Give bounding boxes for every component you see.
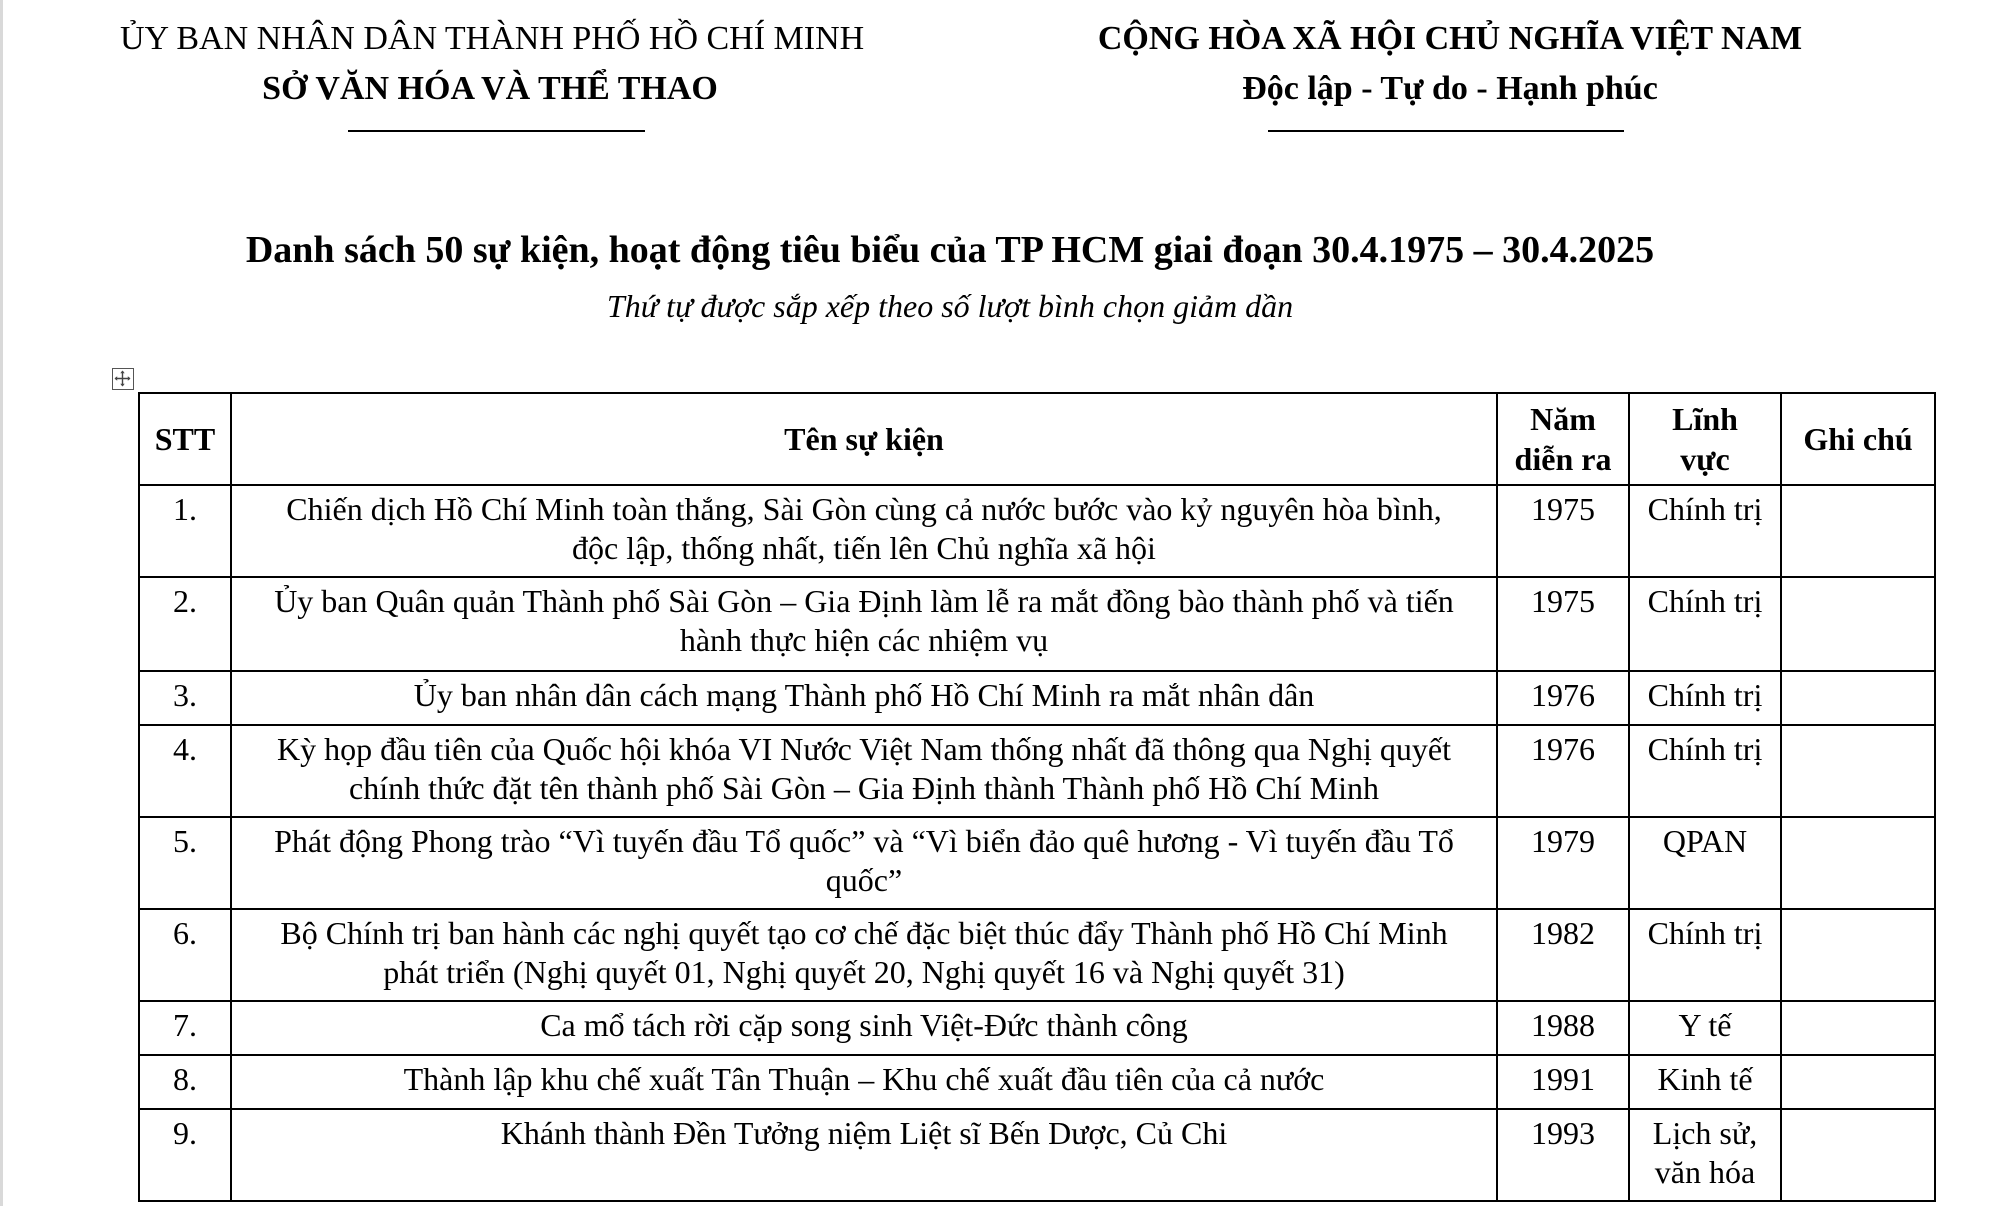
table-row <box>139 725 1935 817</box>
event-name-line2: độc lập, thống nhất, tiến lên Chủ nghĩa xã hội <box>572 530 1156 566</box>
event-name-line1: Thành lập khu chế xuất Tân Thuận – Khu chế xuất đầu tiên của cả nước <box>403 1061 1325 1097</box>
row-note <box>1781 485 1935 577</box>
row-stt <box>139 1109 231 1201</box>
year-value: 1976 <box>1531 677 1595 713</box>
year-value: 1979 <box>1531 823 1595 859</box>
year-value: 1976 <box>1531 731 1595 767</box>
motto-underline <box>1268 130 1624 132</box>
row-stt <box>139 1001 231 1055</box>
row-note <box>1781 725 1935 817</box>
row-field <box>1629 1109 1781 1201</box>
nation-motto: Độc lập - Tự do - Hạnh phúc <box>1242 70 1658 107</box>
row-note <box>1781 1055 1935 1109</box>
header-year-line2: diễn ra <box>1514 441 1612 477</box>
event-name-line1: Phát động Phong trào “Vì tuyến đầu Tổ quốc” và “Vì biển đảo quê hương - Vì tuyến đầu Tổ <box>274 823 1454 859</box>
table-row <box>139 485 1935 577</box>
event-name-line2: hành thực hiện các nhiệm vụ <box>679 622 1049 658</box>
stt-value: 4. <box>173 731 197 767</box>
table-row <box>139 577 1935 671</box>
agency-header <box>120 14 865 114</box>
field-line1: Chính trị <box>1647 731 1763 767</box>
event-name-line1: Chiến dịch Hồ Chí Minh toàn thắng, Sài Gòn cùng cả nước bước vào kỷ nguyên hòa bình, <box>286 491 1442 527</box>
row-year <box>1497 1109 1629 1201</box>
nation-header <box>1080 14 1820 114</box>
row-stt <box>139 909 231 1001</box>
header-year <box>1497 393 1629 485</box>
row-note <box>1781 817 1935 909</box>
table-row <box>139 909 1935 1001</box>
stt-value: 9. <box>173 1115 197 1151</box>
year-value: 1991 <box>1531 1061 1595 1097</box>
row-event-name <box>231 577 1497 671</box>
event-name-line2: phát triển (Nghị quyết 01, Nghị quyết 20, Nghị quyết 16 và Nghị quyết 31) <box>383 954 1345 990</box>
row-field <box>1629 817 1781 909</box>
stt-value: 5. <box>173 823 197 859</box>
page-edge <box>0 0 3 1206</box>
agency-underline <box>348 130 645 132</box>
table-row <box>139 1055 1935 1109</box>
field-line1: Chính trị <box>1647 915 1763 951</box>
row-year <box>1497 817 1629 909</box>
row-field <box>1629 671 1781 725</box>
stt-value: 6. <box>173 915 197 951</box>
stt-value: 2. <box>173 583 197 619</box>
table-row <box>139 1109 1935 1201</box>
row-year <box>1497 577 1629 671</box>
field-line2: văn hóa <box>1654 1154 1756 1190</box>
row-stt <box>139 485 231 577</box>
row-event-name <box>231 1001 1497 1055</box>
table-move-handle-icon[interactable] <box>112 368 134 390</box>
row-note <box>1781 577 1935 671</box>
row-field <box>1629 1055 1781 1109</box>
stt-value: 8. <box>173 1061 197 1097</box>
row-event-name <box>231 1055 1497 1109</box>
year-value: 1975 <box>1531 583 1595 619</box>
events-table <box>138 392 1936 1202</box>
header-field-line2: vực <box>1680 441 1730 477</box>
row-event-name <box>231 725 1497 817</box>
row-note <box>1781 1109 1935 1201</box>
row-field <box>1629 909 1781 1001</box>
nation-name: CỘNG HÒA XÃ HỘI CHỦ NGHĨA VIỆT NAM <box>1097 20 1803 57</box>
row-note <box>1781 909 1935 1001</box>
event-name-line2: chính thức đặt tên thành phố Sài Gòn – Gia Định thành Thành phố Hồ Chí Minh <box>349 770 1379 806</box>
field-line1: Kinh tế <box>1657 1061 1753 1097</box>
department-name: SỞ VĂN HÓA VÀ THỂ THAO <box>262 70 718 107</box>
table-row <box>139 1001 1935 1055</box>
row-event-name <box>231 485 1497 577</box>
row-stt <box>139 725 231 817</box>
event-name-line1: Bộ Chính trị ban hành các nghị quyết tạo cơ chế đặc biệt thúc đẩy Thành phố Hồ Chí Minh <box>280 915 1448 951</box>
row-year <box>1497 671 1629 725</box>
document-title: Danh sách 50 sự kiện, hoạt động tiêu biểu của TP HCM giai đoạn 30.4.1975 – 30.4.2025 <box>245 229 1655 271</box>
header-field-line1: Lĩnh <box>1672 401 1738 437</box>
field-line1: Lịch sử, <box>1652 1115 1758 1151</box>
year-value: 1982 <box>1531 915 1595 951</box>
row-field <box>1629 1001 1781 1055</box>
event-name-line1: Khánh thành Đền Tưởng niệm Liệt sĩ Bến Dược, Củ Chi <box>500 1115 1228 1151</box>
stt-value: 3. <box>173 677 197 713</box>
row-event-name <box>231 671 1497 725</box>
event-name-line1: Ủy ban nhân dân cách mạng Thành phố Hồ Chí Minh ra mắt nhân dân <box>413 677 1315 713</box>
row-year <box>1497 725 1629 817</box>
row-stt <box>139 671 231 725</box>
event-name-line1: Ca mổ tách rời cặp song sinh Việt-Đức thành công <box>540 1007 1188 1043</box>
row-year <box>1497 1055 1629 1109</box>
row-event-name <box>231 817 1497 909</box>
stt-value: 7. <box>173 1007 197 1043</box>
row-stt <box>139 1055 231 1109</box>
row-year <box>1497 485 1629 577</box>
document-subtitle: Thứ tự được sắp xếp theo số lượt bình chọn giảm dần <box>606 288 1294 324</box>
table-row <box>139 671 1935 725</box>
field-line1: Chính trị <box>1647 677 1763 713</box>
stt-value: 1. <box>173 491 197 527</box>
year-value: 1988 <box>1531 1007 1595 1043</box>
row-field <box>1629 485 1781 577</box>
header-stt: STT <box>139 393 231 485</box>
header-note: Ghi chú <box>1781 393 1935 485</box>
field-line1: Y tế <box>1678 1007 1732 1043</box>
row-event-name <box>231 909 1497 1001</box>
header-year-line1: Năm <box>1530 401 1596 437</box>
row-stt <box>139 577 231 671</box>
field-line1: QPAN <box>1662 823 1748 859</box>
header-field <box>1629 393 1781 485</box>
row-year <box>1497 1001 1629 1055</box>
row-year <box>1497 909 1629 1001</box>
table-row <box>139 817 1935 909</box>
agency-name: ỦY BAN NHÂN DÂN THÀNH PHỐ HỒ CHÍ MINH <box>120 20 865 57</box>
row-field <box>1629 577 1781 671</box>
event-name-line2: quốc” <box>825 862 903 898</box>
row-note <box>1781 671 1935 725</box>
year-value: 1993 <box>1531 1115 1595 1151</box>
header-event-name: Tên sự kiện <box>231 393 1497 485</box>
field-line1: Chính trị <box>1647 583 1763 619</box>
row-stt <box>139 817 231 909</box>
row-note <box>1781 1001 1935 1055</box>
row-event-name <box>231 1109 1497 1201</box>
event-name-line1: Kỳ họp đầu tiên của Quốc hội khóa VI Nước Việt Nam thống nhất đã thông qua Nghị quyết <box>276 731 1452 767</box>
table-header-row <box>139 393 1935 485</box>
year-value: 1975 <box>1531 491 1595 527</box>
event-name-line1: Ủy ban Quân quản Thành phố Sài Gòn – Gia Định làm lễ ra mắt đồng bào thành phố và tiến <box>274 583 1454 619</box>
row-field <box>1629 725 1781 817</box>
field-line1: Chính trị <box>1647 491 1763 527</box>
